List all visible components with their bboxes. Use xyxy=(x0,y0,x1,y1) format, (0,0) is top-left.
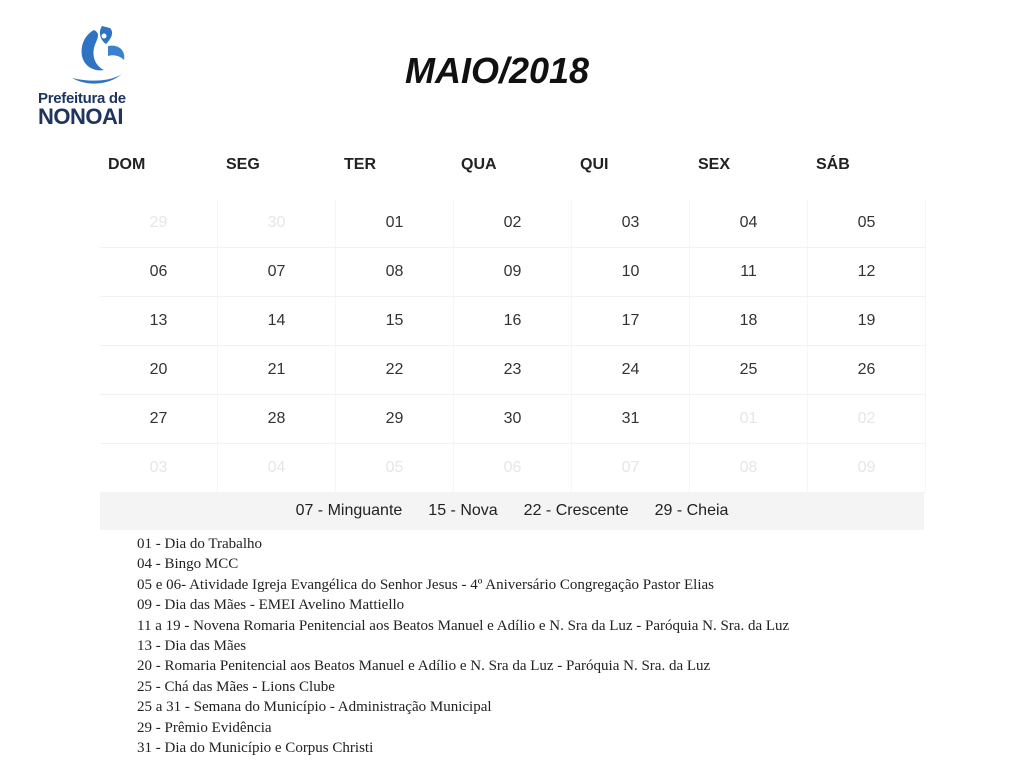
day-cell: 14 xyxy=(218,297,336,345)
day-cell: 15 xyxy=(336,297,454,345)
weekday-monday: SEG xyxy=(226,156,260,173)
day-cell: 05 xyxy=(808,199,926,247)
day-cell: 31 xyxy=(572,395,690,443)
week-row xyxy=(100,346,926,395)
day-cell: 28 xyxy=(218,395,336,443)
moon-phases-bar xyxy=(100,492,924,530)
day-cell: 12 xyxy=(808,248,926,296)
week-row xyxy=(100,297,926,346)
event-item: 04 - Bingo MCC xyxy=(137,556,239,573)
day-cell: 01 xyxy=(336,199,454,247)
event-item: 25 a 31 - Semana do Município - Administração Municipal xyxy=(137,699,492,716)
day-cell: 04 xyxy=(690,199,808,247)
day-cell: 08 xyxy=(690,444,808,492)
day-cell: 29 xyxy=(336,395,454,443)
day-cell: 06 xyxy=(454,444,572,492)
page-title: MAIO/2018 xyxy=(404,50,590,91)
moon-phase-minguante: 07 - Minguante xyxy=(295,502,403,519)
day-cell: 11 xyxy=(690,248,808,296)
event-item: 31 - Dia do Município e Corpus Christi xyxy=(137,739,374,756)
moon-phase-nova: 15 - Nova xyxy=(428,502,498,519)
day-cell: 09 xyxy=(454,248,572,296)
weekday-sunday: DOM xyxy=(108,156,146,173)
day-cell: 30 xyxy=(218,199,336,247)
day-cell: 01 xyxy=(690,395,808,443)
day-cell: 02 xyxy=(454,199,572,247)
day-cell: 10 xyxy=(572,248,690,296)
calendar-grid xyxy=(100,199,926,493)
weekday-header xyxy=(100,156,926,180)
day-cell: 09 xyxy=(808,444,926,492)
weekday-thursday: QUI xyxy=(580,156,609,173)
event-item: 05 e 06- Atividade Igreja Evangélica do Senhor Jesus - 4º Aniversário Congregação Pastor Elias xyxy=(137,576,714,593)
day-cell: 29 xyxy=(100,199,218,247)
day-cell: 13 xyxy=(100,297,218,345)
logo-line2: NONOAI xyxy=(38,104,123,129)
weekday-saturday: SÁB xyxy=(816,156,850,173)
day-cell: 27 xyxy=(100,395,218,443)
day-cell: 05 xyxy=(336,444,454,492)
week-row xyxy=(100,199,926,248)
day-cell: 21 xyxy=(218,346,336,394)
day-cell: 17 xyxy=(572,297,690,345)
day-cell: 18 xyxy=(690,297,808,345)
weekday-tuesday: TER xyxy=(344,156,376,173)
day-cell: 22 xyxy=(336,346,454,394)
event-item: 13 - Dia das Mães xyxy=(137,637,247,654)
day-cell: 24 xyxy=(572,346,690,394)
week-row xyxy=(100,395,926,444)
event-item: 09 - Dia das Mães - EMEI Avelino Mattiello xyxy=(137,597,405,614)
day-cell: 07 xyxy=(572,444,690,492)
day-cell: 26 xyxy=(808,346,926,394)
logo-line1: Prefeitura de xyxy=(38,90,126,107)
event-item: 20 - Romaria Penitencial aos Beatos Manuel e Adílio e N. Sra da Luz - Paróquia N. Sra. da Luz xyxy=(137,658,711,675)
event-item: 11 a 19 - Novena Romaria Penitencial aos Beatos Manuel e Adílio e N. Sra da Luz - Paróquia N. Sra. da Luz xyxy=(137,617,790,634)
weekday-wednesday: QUA xyxy=(461,156,497,173)
moon-phase-cheia: 29 - Cheia xyxy=(654,502,729,519)
week-row xyxy=(100,248,926,297)
event-item: 29 - Prêmio Evidência xyxy=(137,719,272,736)
event-item: 25 - Chá das Mães - Lions Clube xyxy=(137,678,335,695)
weekday-friday: SEX xyxy=(698,156,731,173)
day-cell: 20 xyxy=(100,346,218,394)
day-cell: 30 xyxy=(454,395,572,443)
day-cell: 03 xyxy=(100,444,218,492)
day-cell: 23 xyxy=(454,346,572,394)
day-cell: 03 xyxy=(572,199,690,247)
day-cell: 08 xyxy=(336,248,454,296)
week-row xyxy=(100,444,926,493)
day-cell: 16 xyxy=(454,297,572,345)
day-cell: 02 xyxy=(808,395,926,443)
day-cell: 19 xyxy=(808,297,926,345)
day-cell: 07 xyxy=(218,248,336,296)
day-cell: 04 xyxy=(218,444,336,492)
event-item: 01 - Dia do Trabalho xyxy=(137,536,262,552)
day-cell: 25 xyxy=(690,346,808,394)
events-list xyxy=(137,534,789,758)
day-cell: 06 xyxy=(100,248,218,296)
moon-phase-crescente: 22 - Crescente xyxy=(523,502,629,519)
